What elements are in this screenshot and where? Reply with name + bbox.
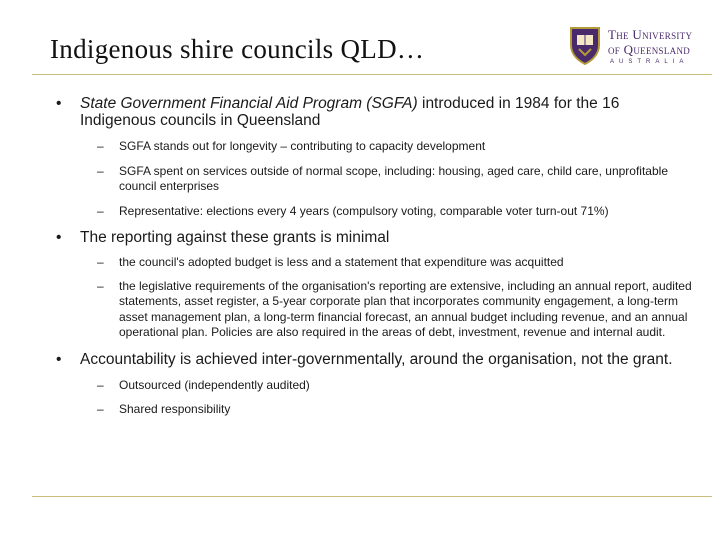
bullet-marker: • (56, 229, 62, 246)
university-name (608, 27, 692, 57)
sub-bullet (56, 378, 692, 394)
dash-marker: – (97, 377, 104, 392)
university-logo (568, 25, 708, 71)
sub-bullet-text: the council's adopted budget is less and a statement that expenditure was acquitted (119, 255, 564, 269)
dash-marker: – (97, 139, 104, 153)
sub-bullet-text: Representative: elections every 4 years (compulsory voting, comparable voter turn-out 71%) (119, 203, 609, 218)
bullet-reporting-text: The reporting against these grants is minimal (80, 229, 390, 246)
bullet-sgfa-text: introduced in 1984 for the 16 Indigenous councils in Queensland (80, 95, 620, 129)
sub-bullet (56, 139, 692, 155)
sub-bullet (56, 279, 692, 341)
dash-marker: – (97, 402, 104, 416)
bullet-sgfa (56, 95, 692, 129)
sub-bullet-text: the legislative requirements of the organisation's reporting are extensive, including an annual report, audited statements, asset register, a 5-year corporate plan that incorporates community engagement, a long-term asset management plan, a long-term financial forecast, an annual budget including revenue, and an annual operational plan. Policies are also required in the areas of debt, investment, revenue and internal audit. (119, 278, 692, 339)
bullet-sgfa-italic: State Government Financial Aid Program (SGFA) (80, 95, 418, 112)
sub-bullet (56, 204, 692, 220)
sub-bullet-text: SGFA stands out for longevity – contributing to capacity development (119, 139, 486, 153)
bullet-accountability (56, 351, 692, 368)
university-crest-icon (568, 25, 602, 65)
footer-divider (32, 496, 712, 497)
title-divider (32, 74, 712, 75)
sub-bullet-text: Outsourced (independently audited) (119, 377, 310, 392)
dash-marker: – (97, 163, 104, 178)
dash-marker: – (97, 278, 104, 293)
university-country: AUSTRALIA (610, 59, 689, 65)
bullet-accountability-text: Accountability is achieved inter-governmentally, around the organisation, not the grant. (80, 350, 673, 368)
bullet-marker: • (56, 95, 62, 112)
dash-marker: – (97, 255, 104, 269)
slide-body (56, 95, 692, 418)
bullet-marker: • (56, 350, 62, 368)
university-name-line2: of Queensland (608, 42, 691, 57)
slide-title: Indigenous shire councils QLD… (50, 34, 425, 64)
sub-bullet-text: SGFA spent on services outside of normal scope, including: housing, aged care, child care, unprofitable council enterprises (119, 163, 668, 193)
sub-bullet (56, 255, 692, 271)
dash-marker: – (97, 203, 104, 218)
sub-bullet-text: Shared responsibility (119, 402, 231, 416)
bullet-reporting (56, 229, 692, 246)
sub-bullet (56, 164, 692, 195)
university-name-line1: The University (608, 27, 693, 42)
sub-bullet (56, 402, 692, 418)
